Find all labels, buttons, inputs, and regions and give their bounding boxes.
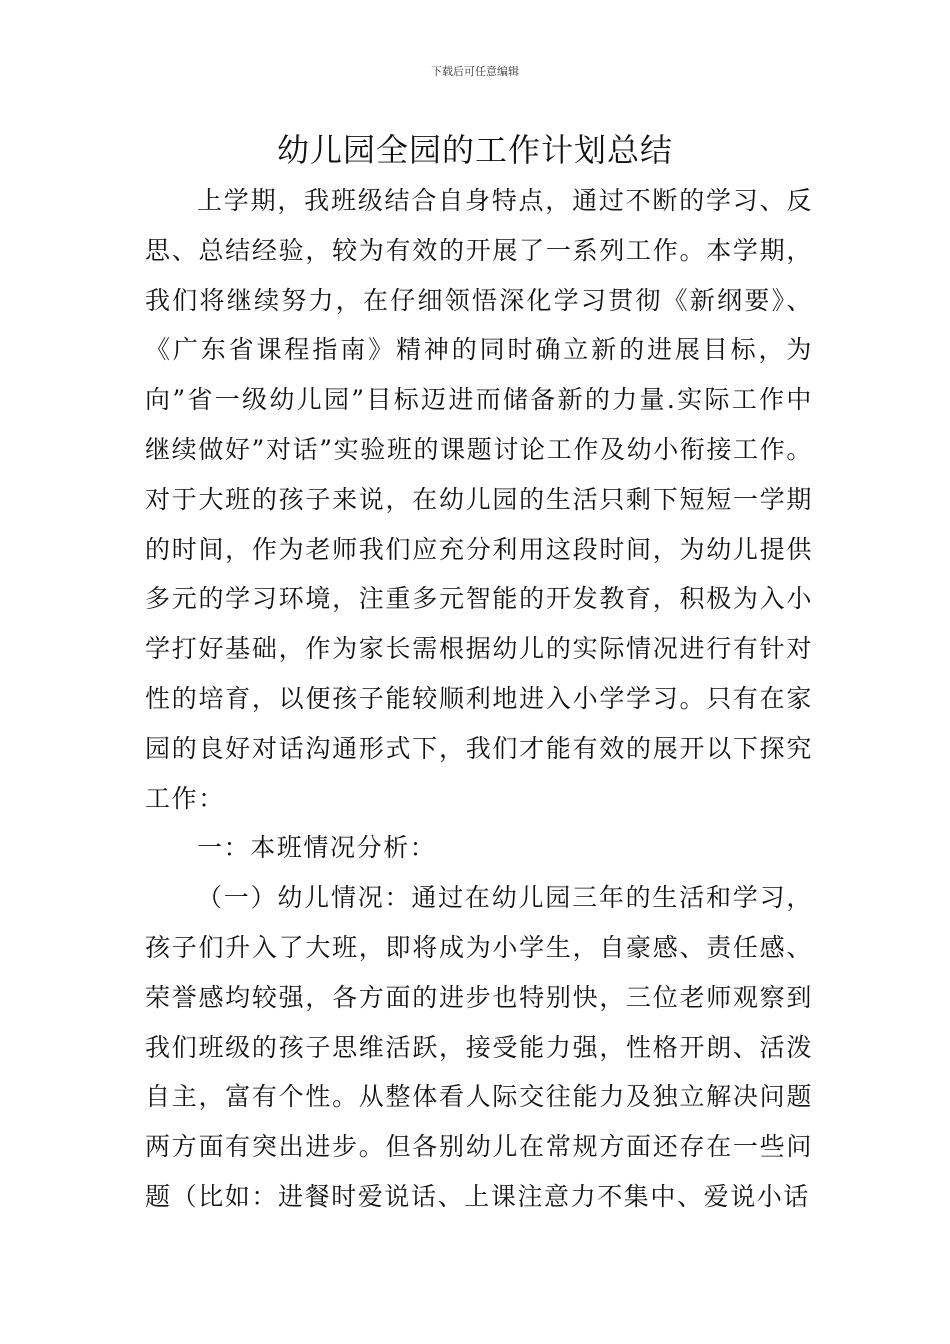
document-title: 幼儿园全园的工作计划总结 [276, 131, 673, 169]
header-note: 下载后可任意编辑 [431, 65, 519, 78]
section-heading-class-analysis: 一：本班情况分析： [197, 833, 437, 863]
children-situation-paragraph: （一）幼儿情况：通过在幼儿园三年的生活和学习，孩子们升入了大班，即将成为小学生，自豪感、责任感、荣誉感均较强，各方面的进步也特别快，三位老师观察到我们班级的孩子思维活跃，接受能力强，性格开朗、活泼自主，富有个性。从整体看人际交往能力及独立解决问题两方面有突出进步。但各别幼儿在常规方面还存在一些问题（比如：进餐时爱说话、上课注意力不集中、爱说小话 [145, 883, 813, 1211]
document-body [145, 176, 813, 1222]
intro-paragraph: 上学期，我班级结合自身特点，通过不断的学习、反思、总结经验，较为有效的开展了一系列工作。本学期，我们将继续努力，在仔细领悟深化学习贯彻《新纲要》、《广东省课程指南》精神的同时确立新的进展目标，为向”省一级幼儿园”目标迈进而储备新的力量.实际工作中继续做好”对话”实验班的课题讨论工作及幼小衔接工作。对于大班的孩子来说，在幼儿园的生活只剩下短短一学期的时间，作为老师我们应充分利用这段时间，为幼儿提供多元的学习环境，注重多元智能的开发教育，积极为入小学打好基础，作为家长需根据幼儿的实际情况进行有针对性的培育，以便孩子能较顺利地进入小学学习。只有在家园的良好对话沟通形式下，我们才能有效的展开以下探究工作： [145, 186, 813, 813]
